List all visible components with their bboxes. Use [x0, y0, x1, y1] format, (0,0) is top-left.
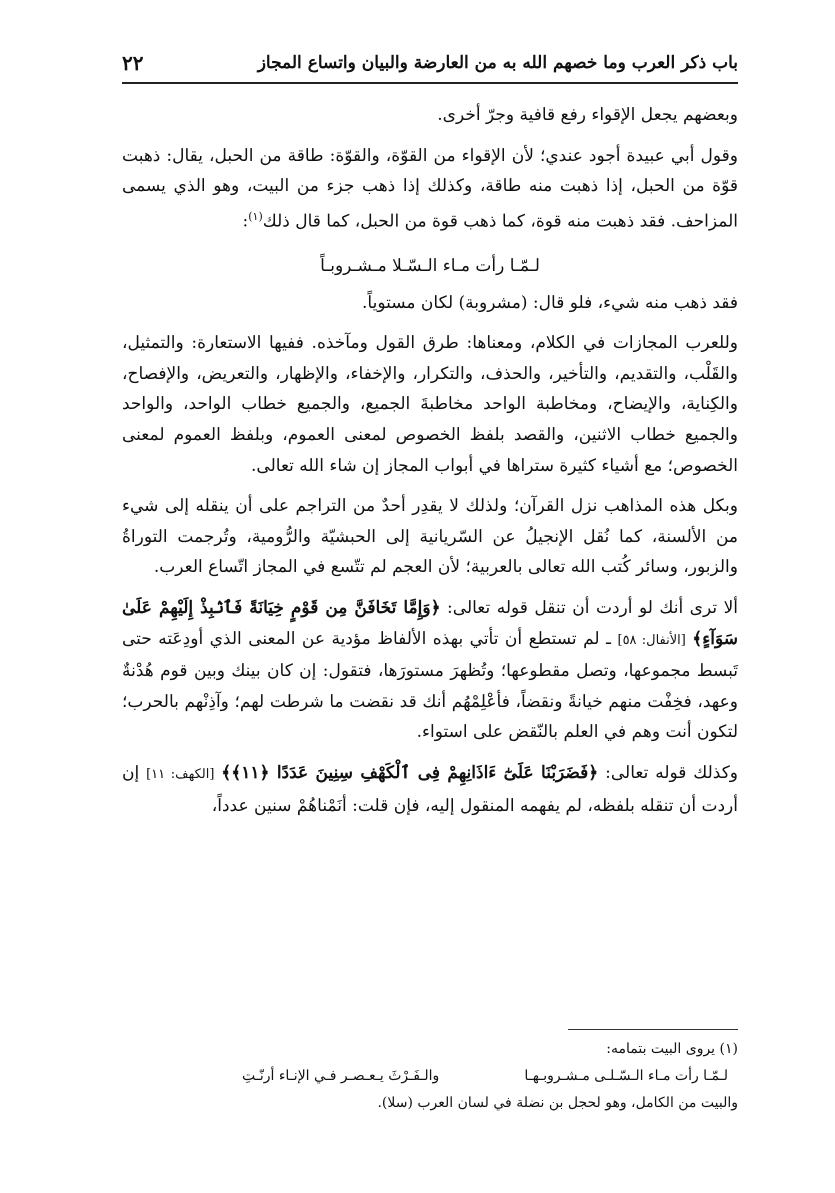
paragraph-5: وبكل هذه المذاهب نزل القرآن؛ ولذلك لا يقدِر أحدٌ من التراجم على أن ينقله إلى شيء من الألسنة، كما نُقل الإنجيلُ عن السّريانية إلى الحبشيّة والرُّومية، وتُرجمت التوراةُ والزبور، وسائر كُتب الله تعالى بالعربية؛ لأن العجم لم تتّسع في المجاز اتّساع العرب.: [122, 496, 738, 578]
quran-quote-kahf: ﴿فَضَرَبْنَا عَلَىٰٓ ءَاذَانِهِمْ فِى ٱلْكَهْفِ سِنِينَ عَدَدًا ﴿١١﴾﴾: [221, 762, 599, 783]
paragraph-7: [122, 758, 738, 821]
quran-source-kahf: [الكهف: ١١]: [146, 766, 215, 782]
paragraph-2-end: :: [242, 211, 249, 232]
footnote-intro: يروى البيت بتمامه:: [606, 1041, 716, 1057]
footnote-intro-line: [122, 1036, 738, 1063]
main-text: [122, 100, 738, 831]
paragraph-7-body: إن أردت أن تنقله بلفظه، لم يفهمه المنقول إليه، فإن قلت: أنَمْناهُمْ سنين عدداً،: [122, 762, 738, 816]
quran-quote-anfal: ﴿وَإِمَّا تَخَافَنَّ مِن قَوْمٍ خِيَانَةً فَٱنۢبِذْ إِلَيْهِمْ عَلَىٰ سَوَآءٍ﴾: [122, 597, 739, 649]
footnote-number: (١): [719, 1041, 738, 1057]
paragraph-2: [122, 141, 738, 237]
page-header: [122, 44, 738, 84]
footnote-hemistich-2: والـفَـرْثَ يـعـصـر فـي الإنـاء أرنّـتِ: [242, 1068, 440, 1084]
footnote-note: والبيت من الكامل، وهو لحجل بن نضلة في لسان العرب (سلا).: [377, 1095, 738, 1111]
paragraph-4: وللعرب المجازات في الكلام، ومعناها: طرق القول ومآخذه. ففيها الاستعارة: والتمثيل، والقَلْب، والتقديم، والتأخير، والحذف، والتكرار، والإخفاء، والإظهار، والتعريض، والإفصاح، والكِناية، والإيضاح، ومخاطبة الواحد مخاطبةَ الجميع، والجميع خطاب الواحد، والواحد والجميع خطاب الاثنين، والقصد بلفظ الخصوص لمعنى العموم، وبلفظ العموم لمعنى الخصوص؛ مع أشياء كثيرة ستراها في أبواب المجاز إن شاء الله تعالى.: [122, 333, 738, 476]
paragraph-6-intro: ألا ترى أنك لو أردت أن تنقل قوله تعالى:: [447, 597, 738, 618]
paragraph-3: فقد ذهب منه شيء، فلو قال: (مشروبة) لكان مستوياً.: [362, 292, 738, 313]
footnote-separator: [568, 1029, 738, 1030]
paragraph-1: وبعضهم يجعل الإقواء رفع قافية وجرّ أخرى.: [437, 105, 738, 125]
paragraph-6-body: ـ لم تستطع أن تأتي بهذه الألفاظ مؤدية عن المعنى الذي أودِعَته حتى تَبسط مجموعها، وتصل مقطوعها؛ وتُظهرَ مستورَها، فتقول: إن كان بينك وبين قوم هُدْنةٌ وعهد، فخِفْت منهم خيانةً ونقضاً، فأعْلِمْهُم أنك قد نقضت ما شرطت لهم؛ وآذِنْهم بالحرب؛ لتكون أنت وهم في العلم بالنّقض على استواء.: [122, 628, 738, 743]
footnote-ref[interactable]: (١): [248, 209, 263, 223]
footnote: [122, 1036, 738, 1117]
paragraph-6: [122, 593, 738, 748]
quran-source-anfal: [الأنفال: ٥٨]: [617, 632, 686, 648]
paragraph-7-intro: وكذلك قوله تعالى:: [605, 762, 739, 783]
paragraph-2-text: وقول أبي عبيدة أجود عندي؛ لأن الإقواء من القوّة، والقوّة: طاقة من الحبل، يقال: ذهبت قوّة من الحبل، إذا ذهبت منه طاقة، وكذلك إذا ذهب جزء من البيت، وهو الذي يسمى المزاحف. فقد ذهبت منه قوة، كما ذهب قوة من الحبل، كما قال ذلك: [122, 145, 738, 232]
poetry-verse: لـمّـا رأت مـاء الـسّـلا مـشـروبـاً: [320, 256, 540, 277]
page-number: ٢٢: [122, 51, 144, 75]
footnote-verse: [122, 1063, 738, 1090]
running-title: باب ذكر العرب وما خصهم الله به من العارضة والبيان واتساع المجاز: [257, 53, 738, 73]
footnote-hemistich-1: لـمّـا رأت مـاء الـسّـلـى مـشـروبـهـا: [524, 1068, 728, 1084]
